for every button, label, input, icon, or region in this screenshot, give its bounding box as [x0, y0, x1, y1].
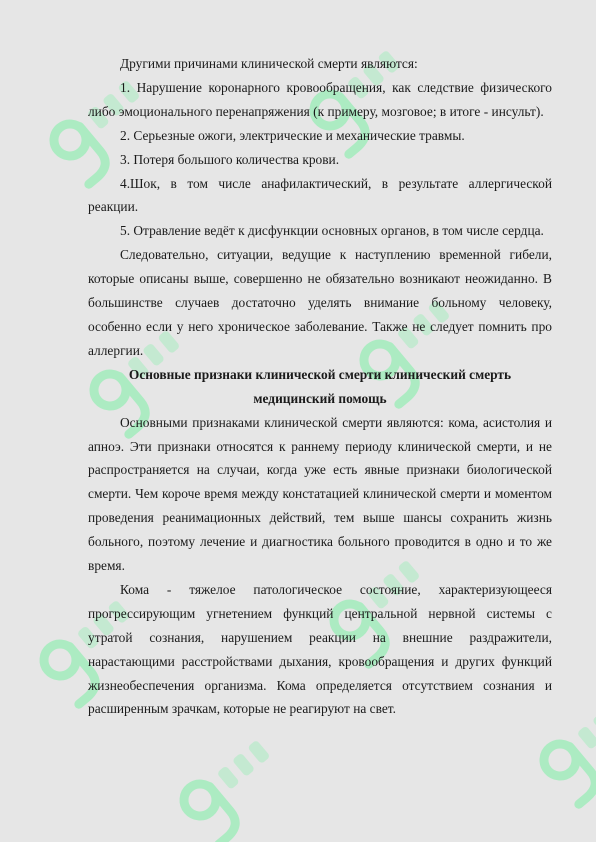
section-heading: Основные признаки клинической смерти клинический смерть медицинский помощь: [128, 366, 512, 406]
cause-item-1: 1. Нарушение коронарного кровообращения, как следствие физического либо эмоционального перенапряжения (к примеру, мозговое; в итоге - инсульт).: [88, 79, 552, 119]
cause-item-3: 3. Потеря большого количества крови.: [120, 151, 340, 167]
cause-item-5: 5. Отравление ведёт к дисфункции основных органов, в том числе сердца.: [120, 223, 544, 239]
intro-paragraph: Другими причинами клинической смерти являются:: [120, 56, 418, 71]
brand-logo-icon: [177, 735, 292, 842]
summary-paragraph: Следовательно, ситуации, ведущие к наступлению временной гибели, которые описаны выше, совершенно не обязательно возникают неожиданно. В большинстве случаев достаточно уделять внимание больному человеку, особенно если у него хроническое заболевание. Также не следует помнить про аллергии.: [88, 247, 552, 358]
cause-item-4: 4.Шок, в том числе анафилактический, в результате аллергической реакции.: [88, 175, 552, 215]
document-body: [88, 52, 552, 721]
cause-item-2: 2. Серьезные ожоги, электрические и механические травмы.: [120, 127, 465, 143]
signs-paragraph: Основными признаками клинической смерти являются: кома, асистолия и апноэ. Эти признаки относятся к раннему периоду клинической смерти, и не распространяется на случаи, когда уже есть явные признаки биологической смерти. Чем короче время между констатацией клинической смерти и моментом проведения реанимационных действий, тем выше шансы сохранить жизнь больного, поэтому лечение и диагностика больного проводится в одно и то же время.: [88, 414, 552, 574]
coma-paragraph: Кома - тяжелое патологическое состояние, характеризующееся прогрессирующим угнетением функций центральной нервной системы с утратой сознания, нарушением реакции на внешние раздражители, нарастающими расстройствами дыхания, кровообращения и других функций жизнеобеспечения организма. Кома определяется отсутствием сознания и расширенным зрачкам, которые не реагируют на свет.: [88, 581, 552, 717]
